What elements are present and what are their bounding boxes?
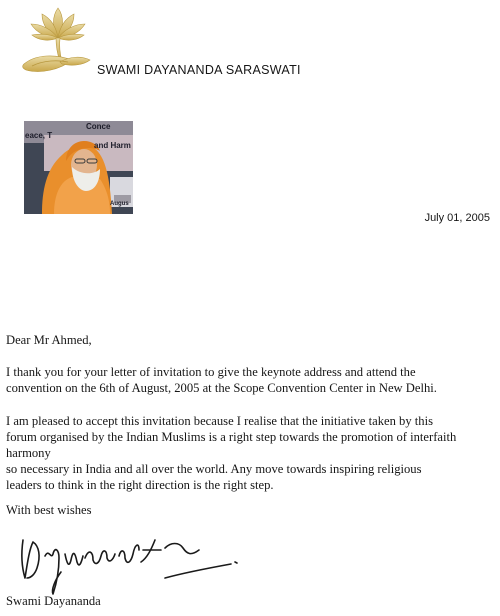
banner-text: Augus [110,201,129,207]
banner-text: and Harm [94,141,131,150]
paragraph-line: I am pleased to accept this invitation because I realise that the initiative taken by this [6,414,433,428]
portrait-photo [24,121,133,214]
banner-text: eace, T [25,131,53,140]
paragraph-line: harmony [6,446,51,460]
banner-text: Conce [86,122,111,131]
lotus-icon [22,4,94,78]
letter-date: July 01, 2005 [424,212,490,224]
signature-icon [15,520,245,598]
salutation: Dear Mr Ahmed, [6,333,92,347]
paragraph-line: I thank you for your letter of invitation to give the keynote address and attend the [6,365,416,379]
sender-name: Swami Dayananda [6,594,101,608]
paragraph-line: so necessary in India and all over the world. Any move towards inspiring religious [6,462,422,476]
closing: With best wishes [6,503,92,517]
org-name: SWAMI DAYANANDA SARASWATI [97,63,301,77]
paragraph-line: leaders to think in the right direction is the right step. [6,478,274,492]
paragraph-line: convention on the 6th of August, 2005 at the Scope Convention Center in New Delhi. [6,381,437,395]
paragraph-line: forum organised by the Indian Muslims is a right step towards the promotion of interfaith [6,430,457,444]
